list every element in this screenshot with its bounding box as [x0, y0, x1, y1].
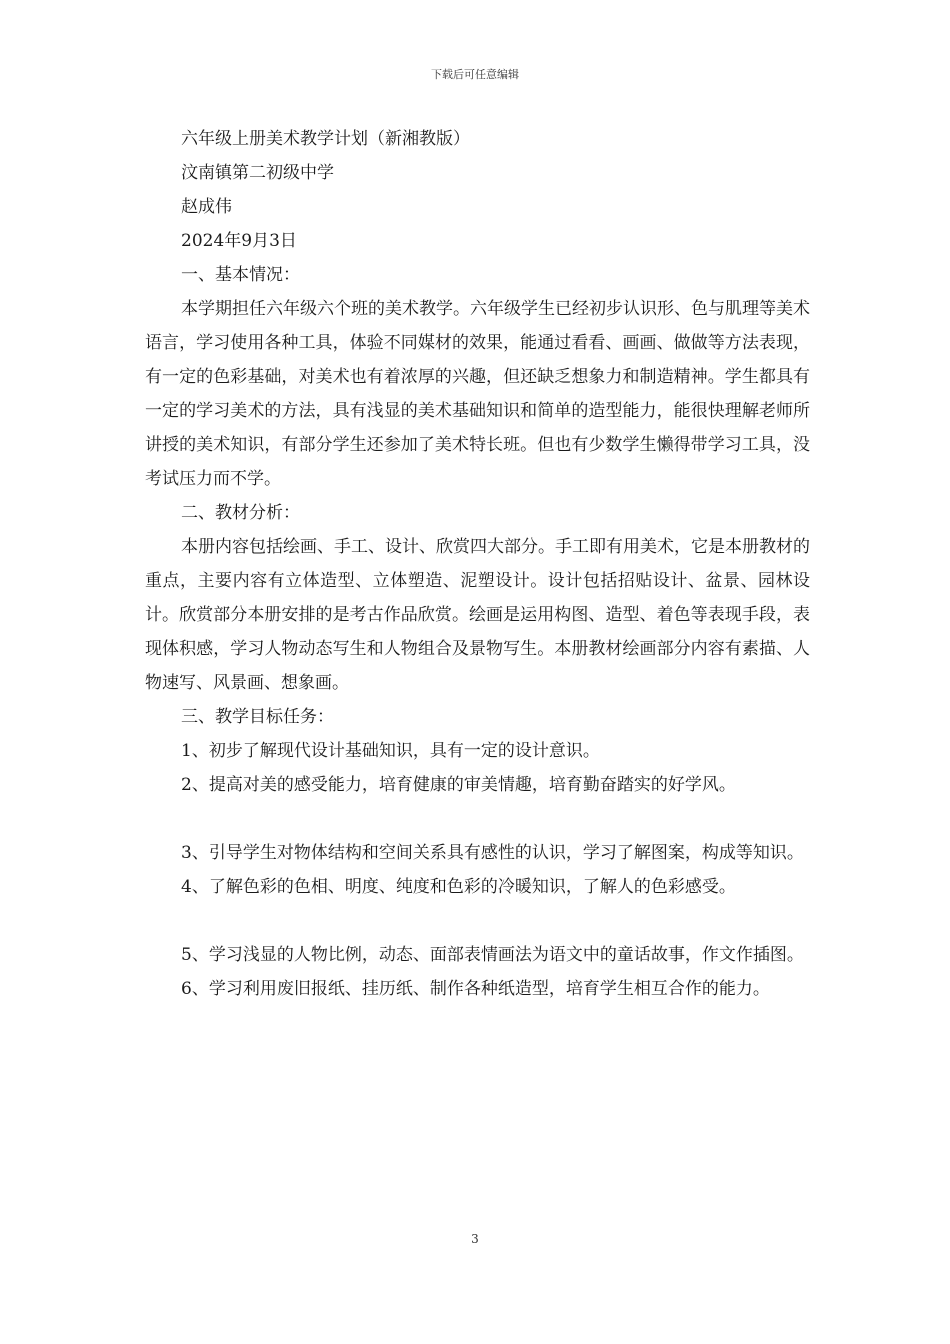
section-heading-goals: 三、教学目标任务： — [181, 707, 334, 727]
goal-item: 4、了解色彩的色相、明度、纯度和色彩的冷暖知识，了解人的色彩感受。 — [181, 877, 736, 897]
section-heading-materials: 二、教材分析： — [181, 503, 300, 523]
goal-item: 6、学习利用废旧报纸、挂历纸、制作各种纸造型，培育学生相互合作的能力。 — [181, 979, 770, 999]
header-note: 下载后可任意编辑 — [431, 68, 519, 81]
section-body-materials: 本册内容包括绘画、手工、设计、欣赏四大部分。手工即有用美术，它是本册教材的重点，主要内容有立体造型、立体塑造、泥塑设计。设计包括招贴设计、盆景、园林设计。欣赏部分本册安排的是考古作品欣赏。绘画是运用构图、造型、着色等表现手段，表现体积感，学习人物动态写生和人物组合及景物写生。本册教材绘画部分内容有素描、人物速写、风景画、想象画。 — [145, 537, 810, 693]
goal-item: 5、学习浅显的人物比例，动态、面部表情画法为语文中的童话故事，作文作插图。 — [181, 945, 804, 965]
goal-item: 3、引导学生对物体结构和空间关系具有感性的认识，学习了解图案，构成等知识。 — [181, 843, 804, 863]
author-name: 赵成伟 — [181, 197, 232, 217]
school-name: 汶南镇第二初级中学 — [181, 163, 334, 183]
goal-item: 1、初步了解现代设计基础知识，具有一定的设计意识。 — [181, 741, 600, 761]
document-date: 2024年9月3日 — [181, 231, 297, 251]
goal-item: 2、提高对美的感受能力，培育健康的审美情趣，培育勤奋踏实的好学风。 — [181, 775, 736, 795]
document-body — [145, 122, 810, 1006]
page-number: 3 — [471, 1232, 479, 1246]
section-heading-basic: 一、基本情况： — [181, 265, 300, 285]
section-body-basic: 本学期担任六年级六个班的美术教学。六年级学生已经初步认识形、色与肌理等美术语言，学习使用各种工具，体验不同媒材的效果，能通过看看、画画、做做等方法表现，有一定的色彩基础，对美术也有着浓厚的兴趣，但还缺乏想象力和制造精神。学生都具有一定的学习美术的方法，具有浅显的美术基础知识和简单的造型能力，能很快理解老师所讲授的美术知识，有部分学生还参加了美术特长班。但也有少数学生懒得带学习工具，没考试压力而不学。 — [145, 299, 810, 489]
document-title: 六年级上册美术教学计划（新湘教版） — [181, 129, 470, 149]
